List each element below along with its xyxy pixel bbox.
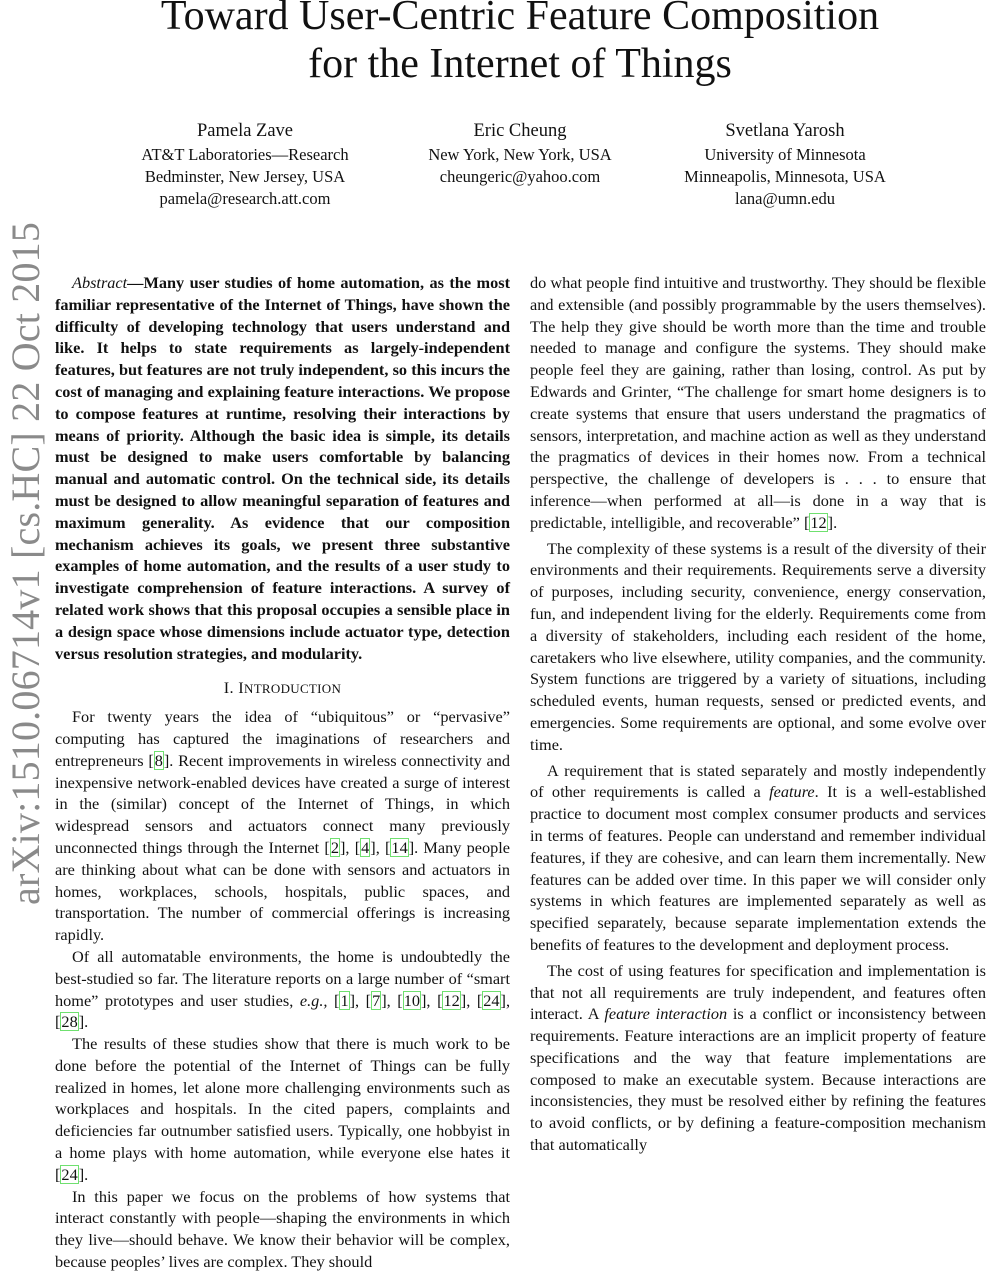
section-title-rest: NTRODUCTION <box>244 681 342 697</box>
paragraph: For twenty years the idea of “ubiquitous” or “pervasive” computing has captured the imaginations of researchers and entrepreneurs [8]. Recent improvements in wireless connectivity and inexpensive network-enabled devices have created a surge of interest in the (similar) concept of the Internet of Things, in which widespread sensors and actuators connect many previously unconnected things through the Internet [2], [4], [14]. Many people are thinking about what can be done with sensors and actuators in homes, workplaces, schools, hospitals, public spaces, and transportation. The number of commercial offerings is increasing rapidly. <box>55 707 511 945</box>
paragraph: The results of these studies show that there is much work to be done before the potential of the Internet of Things can be fully realized in homes, let alone more challenging environments such as workplaces and hospitals. In the cited papers, complaints and deficiencies far outnumber satisfied users. Typically, one hobbyist in a home plays with home automation, while everyone else hates it [24]. <box>55 1034 510 1184</box>
paragraph: The complexity of these systems is a result of the diversity of their environments and their requirements. Requirements serve a diversity of purposes, including security, convenience, energy conservation, fun, and independent living for the elderly. Requirements come from a diversity of stakeholders, including each resident of the home, caretakers who live elsewhere, utility companies, and the community. System functions are triggered by a variety of situations, including scheduled events, human requests, sensed or predicted events, and emergencies. Some requirements are optional, and some evolve over time. <box>530 538 986 754</box>
paragraph: Of all automatable environments, the home is undoubtedly the best-studied so far. The literature reports on a large number of “smart home” prototypes and user studies, e.g., [1], [7], [10], [12], [24], [28]. <box>55 946 511 1032</box>
right-column <box>530 272 986 1156</box>
abstract-label: Abstract <box>72 273 128 292</box>
author-email: cheungeric@yahoo.com <box>439 167 601 186</box>
paragraph: The cost of using features for specification and implementation is that not all requirements are truly independent, and features often interact. A feature interaction is a conflict or inconsistency between requirements. Feature interactions are an implicit property of feature specifications and the way that feature implementations are composed to make an executable system. Because interactions are inconsistencies, they must be resolved either by refining the features to avoid conflicts, or by defining a feature-composition mechanism that automatically <box>530 960 986 1155</box>
author-affiliation: University of Minnesota <box>704 145 866 164</box>
abstract <box>55 272 510 664</box>
citation-link[interactable]: 2 <box>330 837 339 857</box>
paragraph: A requirement that is stated separately and mostly independently of other requirements is called a feature. It is a well-established practice to document most complex consumer products and services in terms of features. People can understand and remember individual features, if they are cohesive, and can learn them incrementally. New features can be added over time. In this paper we will consider only systems in which features are implemented separately as well as specified separately, because separate implementation extends the benefits of features to the development and deployment process. <box>530 760 986 954</box>
arxiv-watermark: arXiv:1510.06714v1 [cs.HC] 22 Oct 2015 <box>3 221 48 905</box>
citation-link[interactable]: 12 <box>443 990 460 1010</box>
left-body <box>55 706 510 1273</box>
right-body <box>530 272 986 1156</box>
author-location: New York, New York, USA <box>428 145 612 164</box>
citation-link[interactable]: 1 <box>340 990 349 1010</box>
emphasis: feature <box>769 782 815 802</box>
title-line-1: Toward User-Centric Feature Composition <box>160 0 880 39</box>
author-name: Svetlana Yarosh <box>725 121 845 141</box>
section-heading <box>55 677 510 700</box>
section-initial: I <box>238 678 244 698</box>
citation-link[interactable]: 12 <box>810 512 827 532</box>
author-1 <box>95 118 395 210</box>
citation-link[interactable]: 7 <box>372 990 381 1010</box>
author-location: Bedminster, New Jersey, USA <box>144 167 346 186</box>
paragraph: In this paper we focus on the problems of how systems that interact constantly with people—shaping the environments in which they live—should behave. We know their behavior will be complex, because peoples’ lives are complex. They should <box>55 1186 510 1272</box>
citation-link[interactable]: 8 <box>154 750 163 770</box>
emphasis: e.g., <box>299 990 328 1010</box>
author-name: Pamela Zave <box>196 121 294 141</box>
title-line-2: for the Internet of Things <box>308 41 732 87</box>
emphasis: feature interaction <box>604 1004 728 1024</box>
citation-link[interactable]: 24 <box>61 1164 78 1184</box>
author-name: Eric Cheung <box>473 121 567 141</box>
citation-link[interactable]: 10 <box>403 990 420 1010</box>
author-2 <box>395 118 645 210</box>
abstract-text: —Many user studies of home automation, as the most familiar representative of the Internet of Things, have shown the difficulty of developing technology that users understand and like. It helps to state requirements as largely-independent features, but features are not truly independent, so this incurs the cost of managing and explaining feature interactions. We propose to compose features at runtime, resolving their interactions by means of priority. Although the basic idea is simple, its details must be designed to make users comfortable by balancing manual and automatic control. On the technical side, its details must be designed to allow meaningful separation of features and maximum generality. As evidence that our composition mechanism achieves its goals, we present three substantive examples of home automation, and the results of a user study to investigate comprehension of feature interactions. A survey of related work shows that this proposal occupies a sensible place in a design space whose dimensions include actuator type, detection versus resolution strategies, and modularity. <box>55 273 510 663</box>
section-number: I. <box>223 678 239 698</box>
author-email: pamela@research.att.com <box>159 189 331 208</box>
author-affiliation: AT&T Laboratories—Research <box>141 145 349 164</box>
citation-link[interactable]: 4 <box>361 837 370 857</box>
left-column <box>55 272 510 1273</box>
author-3 <box>635 118 935 210</box>
citation-link[interactable]: 28 <box>61 1012 78 1032</box>
paper-title <box>0 0 986 88</box>
author-location: Minneapolis, Minnesota, USA <box>684 167 886 186</box>
paragraph: do what people find intuitive and trustworthy. They should be flexible and extensible (and possibly programmable by the users themselves). The help they give should be worth more than the time and trouble needed to manage and configure the systems. They should make people feel they are gaining, rather than losing, control. As put by Edwards and Grinter, “The challenge for smart home designers is to create systems that ensure that users understand the pragmatics of sensors, interpretation, and machine action as well as they understand the pragmatics of devices in their homes now. From a technical perspective, the challenge of developers is . . . to ensure that inference—when performed at all—is done in a way that is predictable, intelligible, and recoverable” [12]. <box>530 273 986 532</box>
author-block <box>0 118 986 210</box>
citation-link[interactable]: 24 <box>483 990 500 1010</box>
citation-link[interactable]: 14 <box>391 837 408 857</box>
author-email: lana@umn.edu <box>735 189 835 208</box>
